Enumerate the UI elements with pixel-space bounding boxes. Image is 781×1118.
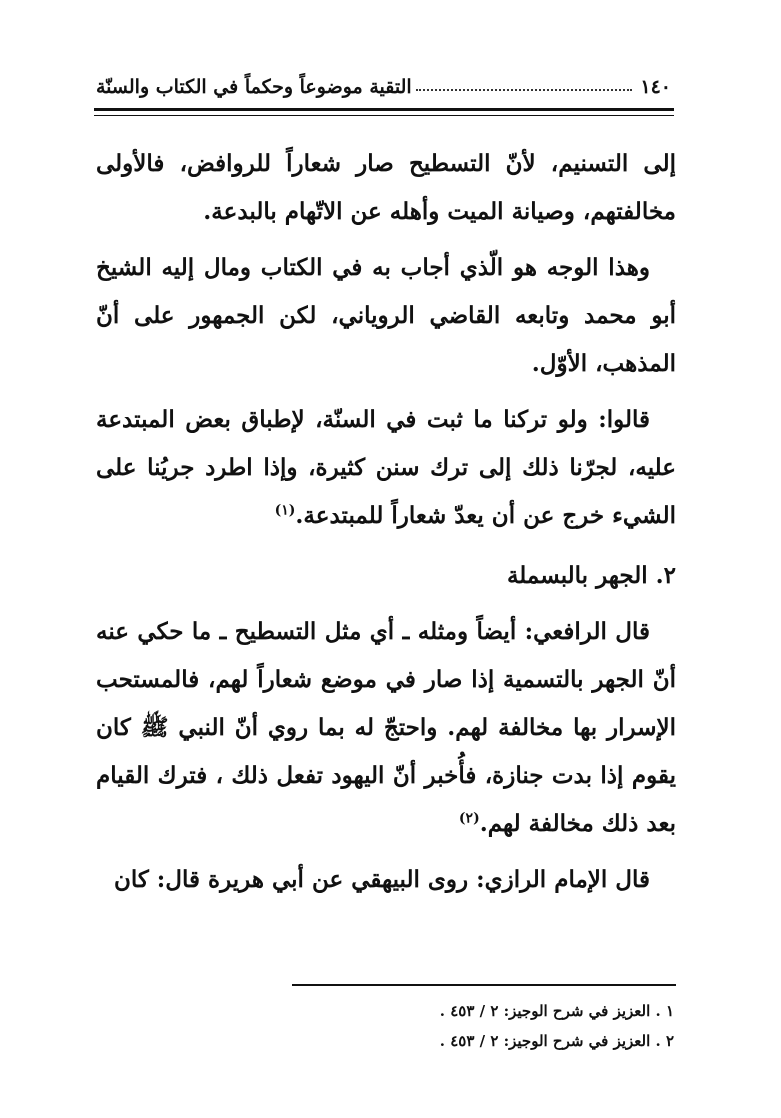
footnote-2: ٢ . العزيز في شرح الوجيز: ٢ / ٤٥٣ . bbox=[439, 1032, 674, 1050]
footnote-1: ١ . العزيز في شرح الوجيز: ٢ / ٤٥٣ . bbox=[439, 1002, 674, 1020]
footnotes bbox=[96, 996, 674, 1056]
header-dot-leader bbox=[416, 88, 633, 91]
paragraph-3 bbox=[96, 396, 676, 540]
paragraph-3-text: قالوا: ولو تركنا ما ثبت في السنّة، لإطباق بعض المبتدعة عليه، لجرّنا ذلك إلى ترك سنن كثيرة، وإذا اطرد جريُنا على الشيء خرج عن أن يعدّ شعاراً للمبتدعة. bbox=[96, 406, 676, 529]
running-title: التقية موضوعاً وحكماً في الكتاب والسنّة bbox=[96, 76, 412, 98]
paragraph-1-text: إلى التسنيم، لأنّ التسطيح صار شعاراً للروافض، فالأولى مخالفتهم، وصيانة الميت وأهله عن الاتّهام بالبدعة. bbox=[96, 150, 676, 225]
paragraph-4 bbox=[96, 608, 676, 848]
paragraph-2 bbox=[96, 244, 676, 388]
paragraph-1 bbox=[96, 140, 676, 236]
page-number: ١٤٠ bbox=[640, 76, 671, 98]
paragraph-5-text: قال الإمام الرازي: روى البيهقي عن أبي هريرة قال: كان bbox=[113, 866, 650, 893]
paragraph-5 bbox=[96, 856, 676, 904]
section-heading: ٢. الجهر بالبسملة bbox=[506, 562, 676, 589]
header-rule-thin bbox=[94, 115, 674, 116]
paragraph-4-text: قال الرافعي: أيضاً ومثله ـ أي مثل التسطيح ـ ما حكي عنه أنّ الجهر بالتسمية إذا صار في موضع شعاراً لهم، فالمستحب الإسرار بها مخالفة لهم. واحتجّ له بما روي أنّ النبي ﷺ كان يقوم إذا بدت جنازة، فأُخبر أنّ اليهود تفعل ذلك ، فترك القيام بعد ذلك مخالفة لهم. bbox=[96, 618, 676, 837]
header-rule-thick bbox=[94, 108, 674, 111]
footnote-ref-2: (٢) bbox=[458, 810, 480, 827]
footnote-rule bbox=[292, 984, 676, 986]
paragraph-2-text: وهذا الوجه هو الّذي أجاب به في الكتاب ومال إليه الشيخ أبو محمد وتابعه القاضي الروياني، لكن الجمهور على أنّ المذهب، الأوّل. bbox=[96, 254, 676, 377]
running-header bbox=[96, 62, 671, 98]
body-text bbox=[96, 140, 676, 912]
footnote-ref-1: (١) bbox=[274, 502, 296, 519]
